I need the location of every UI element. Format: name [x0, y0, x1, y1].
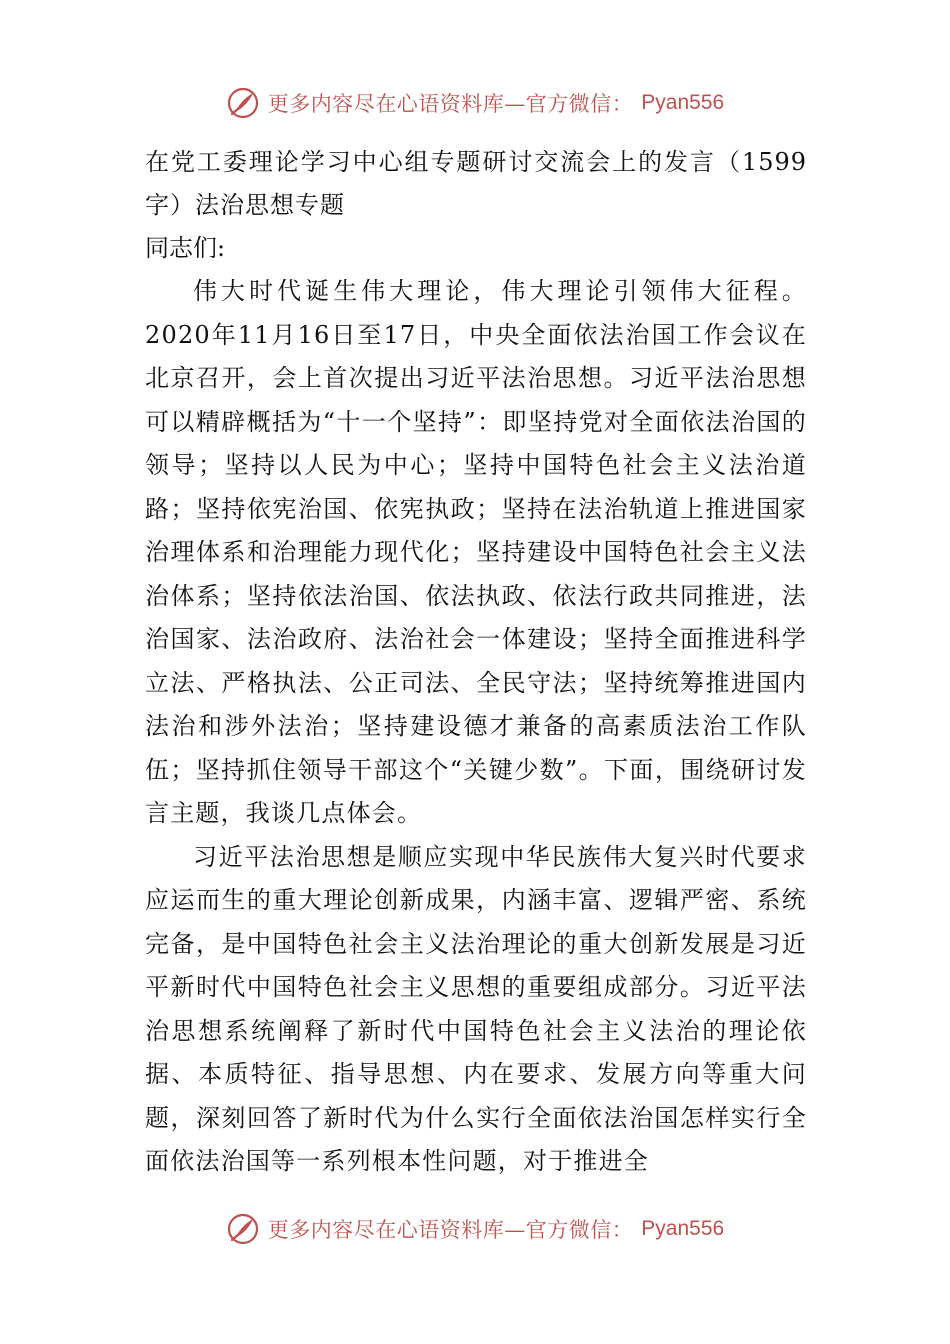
paragraph-2: 习近平法治思想是顺应实现中华民族伟大复兴时代要求应运而生的重大理论创新成果，内涵丰富、逻辑严密、系统完备，是中国特色社会主义法治理论的重大创新发展是习近平新时代中国特色社会主义思想的重要组成部分。习近平法治思想系统阐释了新时代中国特色社会主义法治的理论依据、本质特征、指导思想、内在要求、发展方向等重大问题，深刻回答了新时代为什么实行全面依法治国怎样实行全面依法治国等一系列根本性问题，对于推进全: [145, 842, 807, 1175]
wechat-id: Pyan556: [641, 91, 725, 114]
banner-text: 更多内容尽在心语资料库—官方微信：: [267, 1218, 634, 1242]
header-banner: [0, 83, 950, 123]
wechat-id: Pyan556: [641, 1217, 725, 1240]
banner-text: 更多内容尽在心语资料库—官方微信：: [267, 92, 634, 116]
document-title: 在党工委理论学习中心组专题研讨交流会上的发言（1599字）法治思想专题: [145, 148, 807, 219]
paragraph-1: 伟大时代诞生伟大理论，伟大理论引领伟大征程。2020年11月16日至17日，中央全面依法治国工作会议在北京召开，会上首次提出习近平法治思想。习近平法治思想可以精辟概括为“十一个坚持”：即坚持党对全面依法治国的领导；坚持以人民为中心；坚持中国特色社会主义法治道路；坚持依宪治国、依宪执政；坚持在法治轨道上推进国家治理体系和治理能力现代化；坚持建设中国特色社会主义法治体系；坚持依法治国、依法执政、依法行政共同推进，法治国家、法治政府、法治社会一体建设；坚持全面推进科学立法、严格执法、公正司法、全民守法；坚持统筹推进国内法治和涉外法治；坚持建设德才兼备的高素质法治工作队伍；坚持抓住领导干部这个“关键少数”。下面，围绕研讨发言主题，我谈几点体会。: [145, 277, 807, 827]
salutation: 同志们:: [145, 234, 226, 262]
document-body: [145, 141, 807, 1184]
footer-banner: [0, 1209, 950, 1249]
quill-logo-icon: [226, 1212, 260, 1246]
quill-logo-icon: [226, 86, 260, 120]
